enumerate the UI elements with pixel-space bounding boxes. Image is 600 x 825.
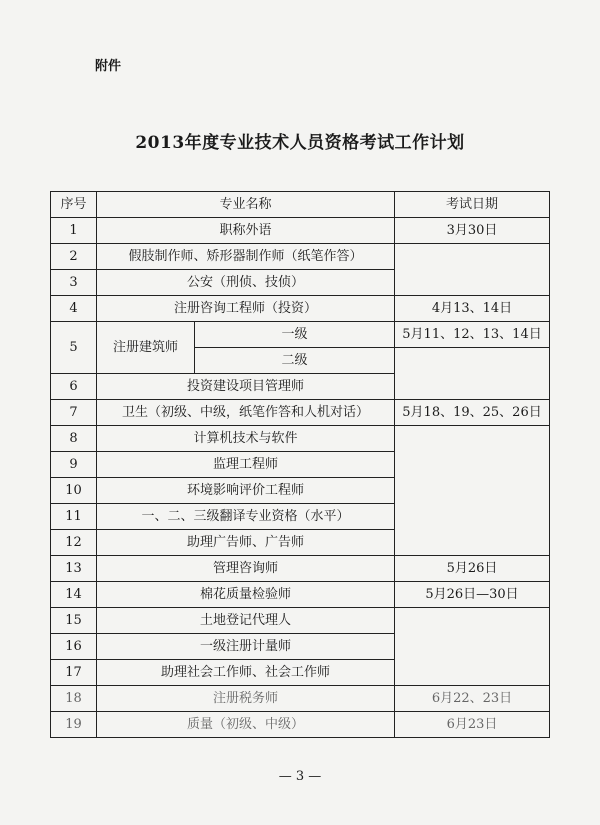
table-row — [51, 322, 550, 348]
table-header-row — [51, 192, 550, 218]
cell-name: 一级注册计量师 — [97, 634, 395, 660]
cell-no: 10 — [51, 478, 97, 504]
cell-date: 5月11、12、13、14日 — [395, 322, 550, 348]
table-row — [51, 608, 550, 634]
cell-name: 环境影响评价工程师 — [97, 478, 395, 504]
cell-name: 计算机技术与软件 — [97, 426, 395, 452]
cell-no: 6 — [51, 374, 97, 400]
table-row — [51, 712, 550, 738]
cell-no: 5 — [51, 322, 97, 374]
cell-no: 19 — [51, 712, 97, 738]
cell-name: 一、二、三级翻译专业资格（水平） — [97, 504, 395, 530]
cell-group: 注册建筑师 — [97, 322, 195, 374]
cell-name: 助理社会工作师、社会工作师 — [97, 660, 395, 686]
table-row — [51, 218, 550, 244]
cell-date — [395, 244, 550, 296]
header-name: 专业名称 — [97, 192, 395, 218]
table-row — [51, 582, 550, 608]
cell-no: 7 — [51, 400, 97, 426]
cell-level: 一级 — [195, 322, 395, 348]
cell-name: 监理工程师 — [97, 452, 395, 478]
cell-no: 3 — [51, 270, 97, 296]
cell-date: 5月18、19、25、26日 — [395, 400, 550, 426]
page-number: — 3 — — [278, 769, 322, 784]
page-title: 2013年度专业技术人员资格考试工作计划 — [135, 133, 465, 153]
cell-name: 卫生（初级、中级，纸笔作答和人机对话） — [97, 400, 395, 426]
table-row — [51, 296, 550, 322]
attachment-label: 附件 — [95, 59, 122, 74]
cell-date — [395, 348, 550, 400]
cell-no: 4 — [51, 296, 97, 322]
cell-name: 土地登记代理人 — [97, 608, 395, 634]
table-row — [51, 244, 550, 270]
cell-name: 质量（初级、中级） — [97, 712, 395, 738]
cell-no: 9 — [51, 452, 97, 478]
header-no: 序号 — [51, 192, 97, 218]
table-row — [51, 400, 550, 426]
header-date: 考试日期 — [395, 192, 550, 218]
cell-no: 16 — [51, 634, 97, 660]
cell-level: 二级 — [195, 348, 395, 374]
cell-name: 助理广告师、广告师 — [97, 530, 395, 556]
cell-no: 12 — [51, 530, 97, 556]
cell-no: 1 — [51, 218, 97, 244]
cell-no: 14 — [51, 582, 97, 608]
cell-name: 管理咨询师 — [97, 556, 395, 582]
cell-no: 8 — [51, 426, 97, 452]
cell-no: 15 — [51, 608, 97, 634]
cell-no: 18 — [51, 686, 97, 712]
cell-no: 2 — [51, 244, 97, 270]
cell-no: 17 — [51, 660, 97, 686]
exam-schedule-table — [50, 191, 550, 738]
cell-no: 13 — [51, 556, 97, 582]
cell-date — [395, 608, 550, 686]
table-row — [51, 426, 550, 452]
cell-name: 注册税务师 — [97, 686, 395, 712]
table-row — [51, 556, 550, 582]
cell-name: 投资建设项目管理师 — [97, 374, 395, 400]
cell-date: 3月30日 — [395, 218, 550, 244]
cell-name: 注册咨询工程师（投资） — [97, 296, 395, 322]
cell-date: 5月26日—30日 — [395, 582, 550, 608]
cell-date: 5月26日 — [395, 556, 550, 582]
cell-date: 6月22、23日 — [395, 686, 550, 712]
cell-name: 职称外语 — [97, 218, 395, 244]
cell-name: 公安（刑侦、技侦） — [97, 270, 395, 296]
cell-date: 6月23日 — [395, 712, 550, 738]
cell-name: 假肢制作师、矫形器制作师（纸笔作答） — [97, 244, 395, 270]
cell-date — [395, 426, 550, 556]
cell-date: 4月13、14日 — [395, 296, 550, 322]
cell-name: 棉花质量检验师 — [97, 582, 395, 608]
table-row — [51, 686, 550, 712]
cell-no: 11 — [51, 504, 97, 530]
